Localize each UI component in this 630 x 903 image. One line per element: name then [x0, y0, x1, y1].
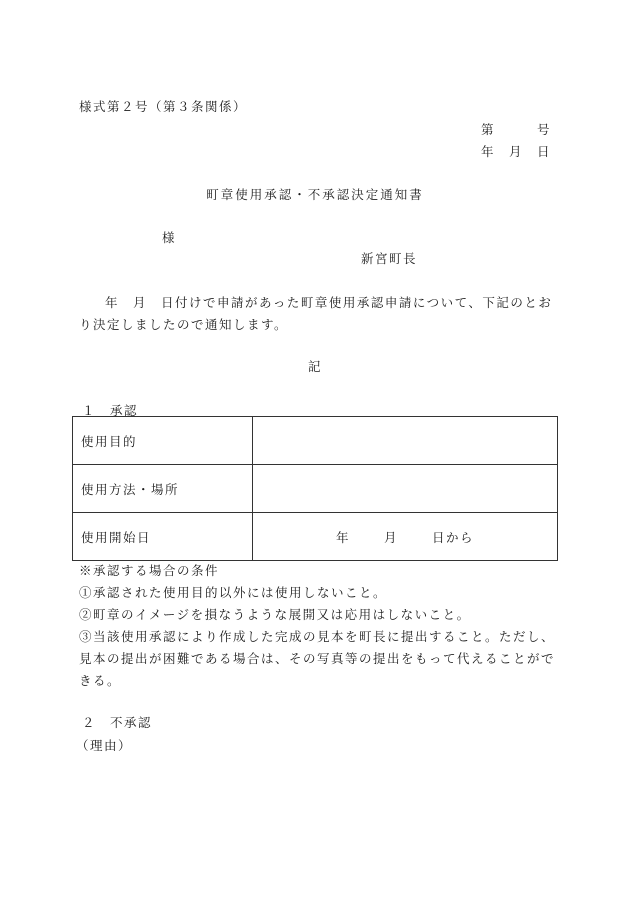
reason-label: （理由）: [76, 738, 133, 753]
purpose-value: [253, 417, 558, 465]
date-month: 月: [508, 144, 523, 159]
table-row: [73, 465, 558, 513]
number-prefix: 第: [481, 122, 496, 137]
issuer: 新宮町長: [361, 251, 418, 266]
document-date: [481, 142, 551, 160]
method-place-value: [253, 465, 558, 513]
document-number: [481, 120, 551, 138]
table-row: [73, 513, 558, 561]
start-date-label: 使用開始日: [73, 513, 253, 561]
conditions: [79, 560, 563, 692]
start-month: 月: [383, 529, 398, 545]
date-year: 年: [481, 144, 496, 159]
purpose-label: 使用目的: [73, 417, 253, 465]
start-date-value: [253, 513, 558, 561]
document-title: 町章使用承認・不承認決定通知書: [206, 187, 424, 202]
conditions-heading: ※承認する場合の条件: [79, 563, 220, 578]
body-text: 年 月 日付けで申請があった町章使用承認申請について、下記のとおり決定しましたので通知します。: [79, 295, 553, 332]
method-place-label: 使用方法・場所: [73, 465, 253, 513]
addressee-suffix: 様: [162, 230, 177, 245]
section1-heading: １ 承認: [82, 403, 139, 418]
approval-table: [72, 416, 558, 561]
start-year: 年: [335, 529, 350, 545]
condition-item-2: ②町章のイメージを損なうような展開又は応用はしないこと。: [79, 607, 471, 622]
number-suffix: 号: [536, 122, 551, 137]
section2-heading: ２ 不承認: [82, 715, 153, 730]
condition-item-3: ③当該使用承認により作成した完成の見本を町長に提出すること。ただし、見本の提出が困難である場合は、その写真等の提出をもって代えることができる。: [79, 629, 556, 688]
table-row: [73, 417, 558, 465]
date-day: 日: [536, 144, 551, 159]
ki-marker: 記: [307, 359, 322, 374]
form-number: 様式第２号（第３条関係）: [79, 99, 248, 114]
condition-item-1: ①承認された使用目的以外には使用しないこと。: [79, 585, 388, 600]
start-day-from: 日から: [432, 529, 475, 545]
